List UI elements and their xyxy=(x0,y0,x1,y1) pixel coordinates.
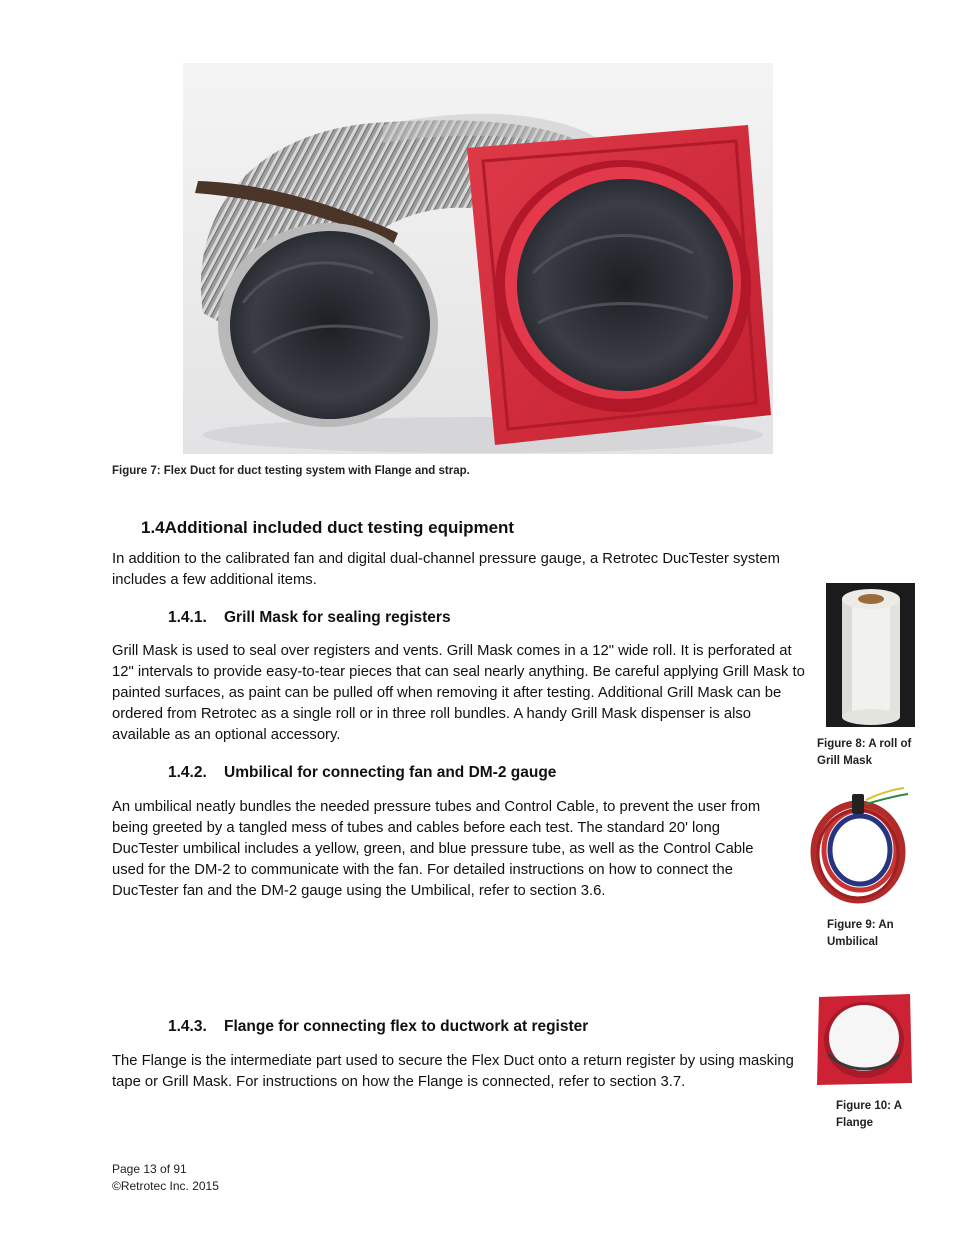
figure-7-caption: Figure 7: Flex Duct for duct testing system with Flange and strap. xyxy=(112,465,470,477)
figure-9-caption: Figure 9: An Umbilical xyxy=(827,919,894,948)
section-1-4-3-heading xyxy=(168,1018,588,1036)
page-footer xyxy=(112,1161,219,1195)
section-1-4-2-body: An umbilical neatly bundles the needed pressure tubes and Control Cable, to prevent the user from being greeted by a tangled mess of tubes and cables before each test. The standard 20' long DucTester umbilical includes a yellow, green, and blue pressure tube, as well as the Control Cable used for the DM-2 to communicate with the fan. For detailed instructions on how to connect the DucTester fan and the DM-2 gauge using the Umbilical, refer to section 3.6. xyxy=(112,799,761,899)
copyright: ©Retrotec Inc. 2015 xyxy=(112,1179,219,1193)
section-1-4-1-heading xyxy=(168,609,451,627)
section-1-4-title: Additional included duct testing equipment xyxy=(164,518,515,537)
figure-8-caption: Figure 8: A roll of Grill Mask xyxy=(817,738,912,767)
section-1-4-2-title: Umbilical for connecting fan and DM-2 gauge xyxy=(224,764,557,781)
section-1-4-3-number: 1.4.3. xyxy=(168,1018,207,1035)
section-1-4-2-heading xyxy=(168,764,556,782)
figure-8-image xyxy=(826,583,915,727)
section-1-4-2-number: 1.4.2. xyxy=(168,764,207,781)
section-1-4-1-title: Grill Mask for sealing registers xyxy=(224,609,451,626)
figure-10-caption: Figure 10: A Flange xyxy=(836,1100,902,1129)
figure-7-image xyxy=(183,63,773,454)
section-1-4-1-number: 1.4.1. xyxy=(168,609,207,626)
section-1-4-1-body: Grill Mask is used to seal over registers and vents. Grill Mask comes in a 12" wide roll. It is perforated at 12" intervals to provide easy-to-tear pieces that can seal nearly anything. Be careful applying Grill Mask to painted surfaces, as paint can be pulled off when removing it after testing. Additional Grill Mask can be ordered from Retrotec as a single roll or in three roll bundles. A handy Grill Mask dispenser is also available as an optional accessory. xyxy=(112,643,805,743)
figure-9-image xyxy=(808,786,913,908)
figure-10-image xyxy=(815,994,913,1086)
section-1-4-3-body: The Flange is the intermediate part used to secure the Flex Duct onto a return register by using masking tape or Grill Mask. For instructions on how the Flange is connected, refer to section 3.7. xyxy=(112,1053,794,1090)
page-number: Page 13 of 91 xyxy=(112,1162,187,1176)
section-1-4-3-title: Flange for connecting flex to ductwork at register xyxy=(224,1018,589,1035)
section-1-4-intro: In addition to the calibrated fan and digital dual-channel pressure gauge, a Retrotec DucTester system includes a few additional items. xyxy=(112,551,780,588)
section-1-4-number: 1.4 xyxy=(141,518,165,537)
section-1-4-heading xyxy=(141,518,514,538)
